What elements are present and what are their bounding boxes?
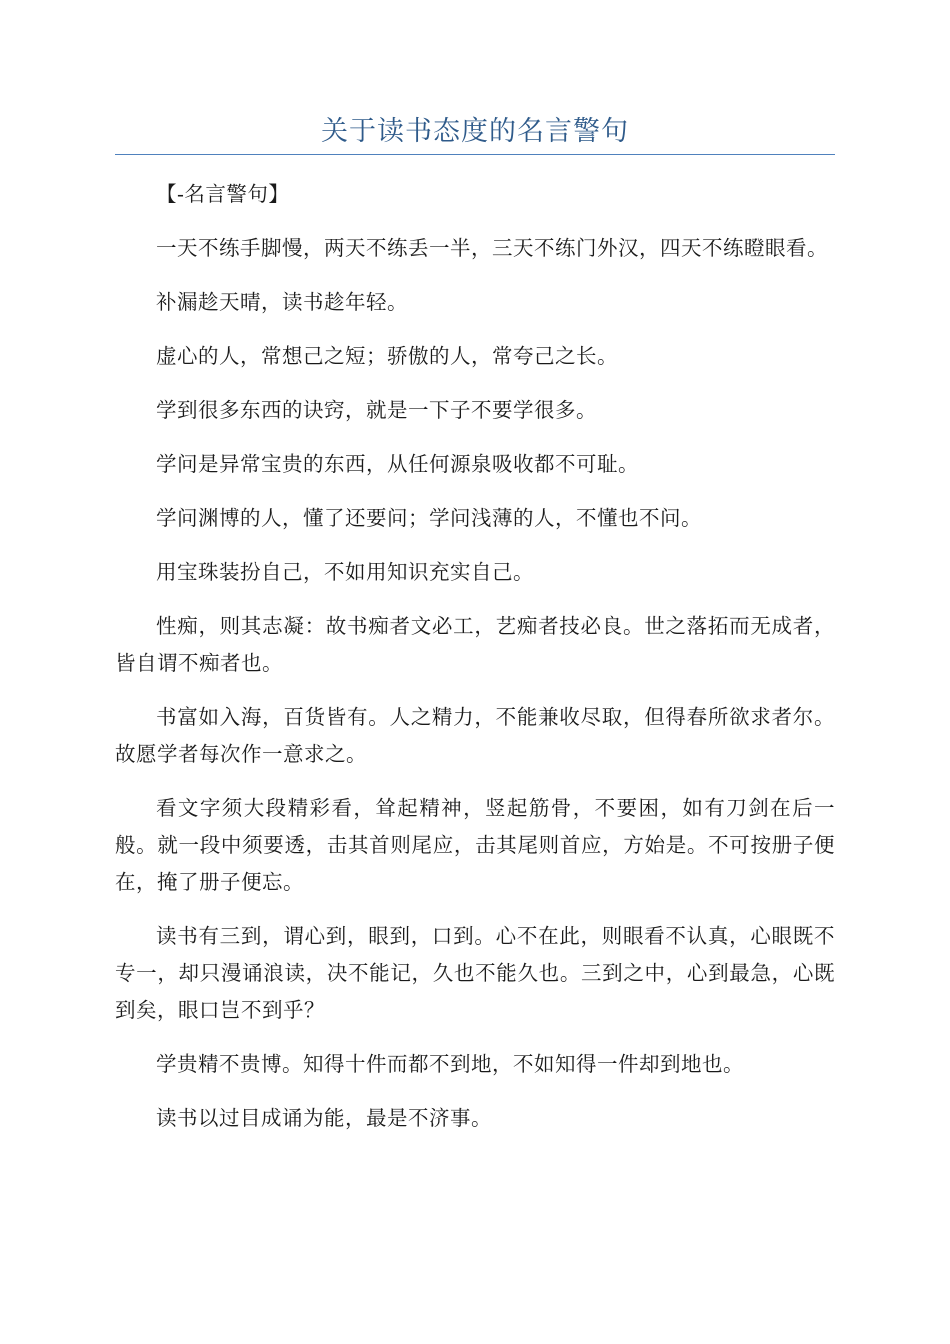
quote-paragraph: 书富如入海，百货皆有。人之精力，不能兼收尽取，但得春所欲求者尔。故愿学者每次作一意求之。 [115, 705, 835, 766]
quote-paragraph: 性痴，则其志凝：故书痴者文必工，艺痴者技必良。世之落拓而无成者，皆自谓不痴者也。 [115, 614, 835, 675]
quote-paragraph: 学问是异常宝贵的东西，从任何源泉吸收都不可耻。 [156, 452, 639, 476]
quote-paragraph: 读书有三到，谓心到，眼到，口到。心不在此，则眼看不认真，心眼既不专一，却只漫诵浪读，决不能记，久也不能久也。三到之中，心到最急，心既到矣，眼口岂不到乎？ [115, 924, 835, 1022]
quote-paragraph: 一天不练手脚慢，两天不练丢一半，三天不练门外汉，四天不练瞪眼看。 [156, 236, 828, 260]
quote-paragraph: 学问渊博的人，懂了还要问；学问浅薄的人，不懂也不问。 [156, 506, 702, 530]
section-heading: 【-名言警句】 [156, 182, 290, 206]
quote-paragraph: 虚心的人，常想己之短；骄傲的人，常夸己之长。 [156, 344, 618, 368]
document-body [115, 176, 835, 1154]
title-underline [115, 154, 835, 155]
quote-paragraph: 读书以过目成诵为能，最是不济事。 [156, 1106, 492, 1130]
quote-paragraph: 用宝珠装扮自己，不如用知识充实自己。 [156, 560, 534, 584]
quote-paragraph: 补漏趁天晴，读书趁年轻。 [156, 290, 408, 314]
quote-paragraph: 学到很多东西的诀窍，就是一下子不要学很多。 [156, 398, 597, 422]
quote-paragraph: 学贵精不贵博。知得十件而都不到地，不如知得一件却到地也。 [156, 1052, 744, 1076]
quote-paragraph: 看文字须大段精彩看，耸起精神，竖起筋骨，不要困，如有刀剑在后一般。就一段中须要透，击其首则尾应，击其尾则首应，方始是。不可按册子便在，掩了册子便忘。 [115, 796, 835, 894]
document-title: 关于读书态度的名言警句 [321, 116, 629, 147]
